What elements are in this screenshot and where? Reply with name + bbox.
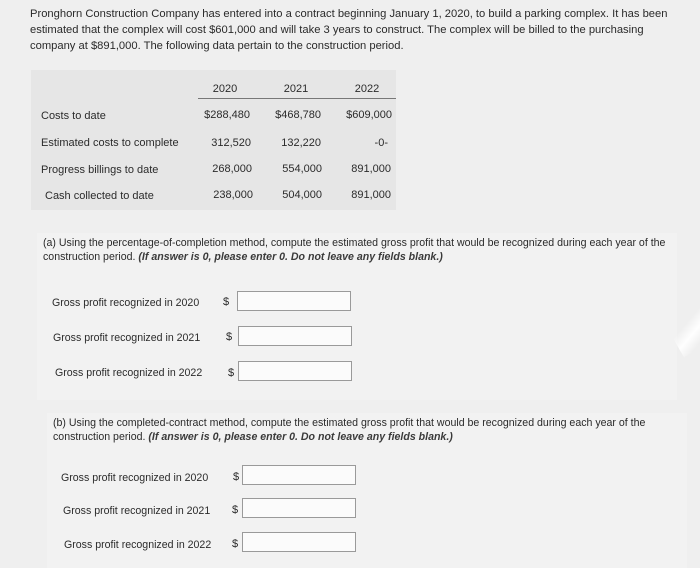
- part-b-input-2020[interactable]: [242, 465, 356, 485]
- problem-statement: Pronghorn Construction Company has entered into a contract beginning January 1, 2020, to build a parking complex. It has been estimated that the complex will cost $601,000 and will take 3 years to construct. The complex will be billed to the purchasing company at $891,000. The following data pertain to the construction period.: [30, 8, 668, 52]
- column-header-2021: 2021: [283, 83, 309, 95]
- cell-estimated-2020: 312,520: [211, 137, 251, 149]
- cell-costs-2021: $468,780: [275, 109, 321, 121]
- part-b-input-2021[interactable]: [242, 498, 356, 518]
- part-a-input-2020[interactable]: [237, 291, 351, 311]
- column-header-2020: 2020: [212, 83, 238, 95]
- cell-billings-2022: 891,000: [351, 163, 391, 175]
- cell-costs-2022: $609,000: [346, 109, 392, 121]
- row-label-cash-collected: Cash collected to date: [45, 190, 154, 202]
- part-a-dollar-2022: $: [228, 367, 235, 379]
- cell-billings-2020: 268,000: [212, 163, 252, 175]
- part-b-dollar-2021: $: [232, 504, 239, 516]
- part-a-dollar-2021: $: [226, 331, 233, 343]
- row-label-costs-to-date: Costs to date: [41, 110, 106, 122]
- cell-costs-2020: $288,480: [204, 109, 250, 121]
- part-a-label-2022: Gross profit recognized in 2022: [55, 367, 203, 379]
- cell-estimated-2022: -0-: [374, 137, 388, 149]
- cell-cash-2021: 504,000: [282, 189, 322, 201]
- part-b-question-text: (b) Using the completed-contract method, compute the estimated gross profit that would be recognized during each year of the construction period.: [53, 417, 646, 443]
- part-b-dollar-2022: $: [232, 538, 239, 550]
- part-b-input-2022[interactable]: [242, 532, 356, 552]
- cell-cash-2020: 238,000: [213, 189, 253, 201]
- part-a-instruction: (If answer is 0, please enter 0. Do not leave any fields blank.): [138, 251, 443, 263]
- part-a-input-2021[interactable]: [238, 326, 352, 346]
- part-b-dollar-2020: $: [233, 471, 240, 483]
- header-divider: [198, 98, 396, 99]
- part-a-label-2020: Gross profit recognized in 2020: [52, 297, 200, 309]
- part-a-dollar-2020: $: [223, 296, 230, 308]
- part-a-input-2022[interactable]: [238, 361, 352, 381]
- column-header-2022: 2022: [354, 83, 380, 95]
- cell-estimated-2021: 132,220: [281, 137, 321, 149]
- part-b-label-2022: Gross profit recognized in 2022: [64, 539, 212, 551]
- part-a-question-text: (a) Using the percentage-of-completion method, compute the estimated gross profit that would be recognized during each year of the construction period.: [43, 237, 666, 263]
- cell-billings-2021: 554,000: [282, 163, 322, 175]
- part-b-label-2021: Gross profit recognized in 2021: [63, 505, 211, 517]
- part-a-question: [43, 236, 673, 264]
- part-b-question: [53, 416, 678, 444]
- cell-cash-2022: 891,000: [351, 189, 391, 201]
- part-a-label-2021: Gross profit recognized in 2021: [53, 332, 201, 344]
- part-b-label-2020: Gross profit recognized in 2020: [61, 472, 209, 484]
- row-label-estimated-costs: Estimated costs to complete: [41, 137, 179, 149]
- row-label-progress-billings: Progress billings to date: [41, 164, 159, 176]
- part-b-instruction: (If answer is 0, please enter 0. Do not leave any fields blank.): [148, 431, 453, 443]
